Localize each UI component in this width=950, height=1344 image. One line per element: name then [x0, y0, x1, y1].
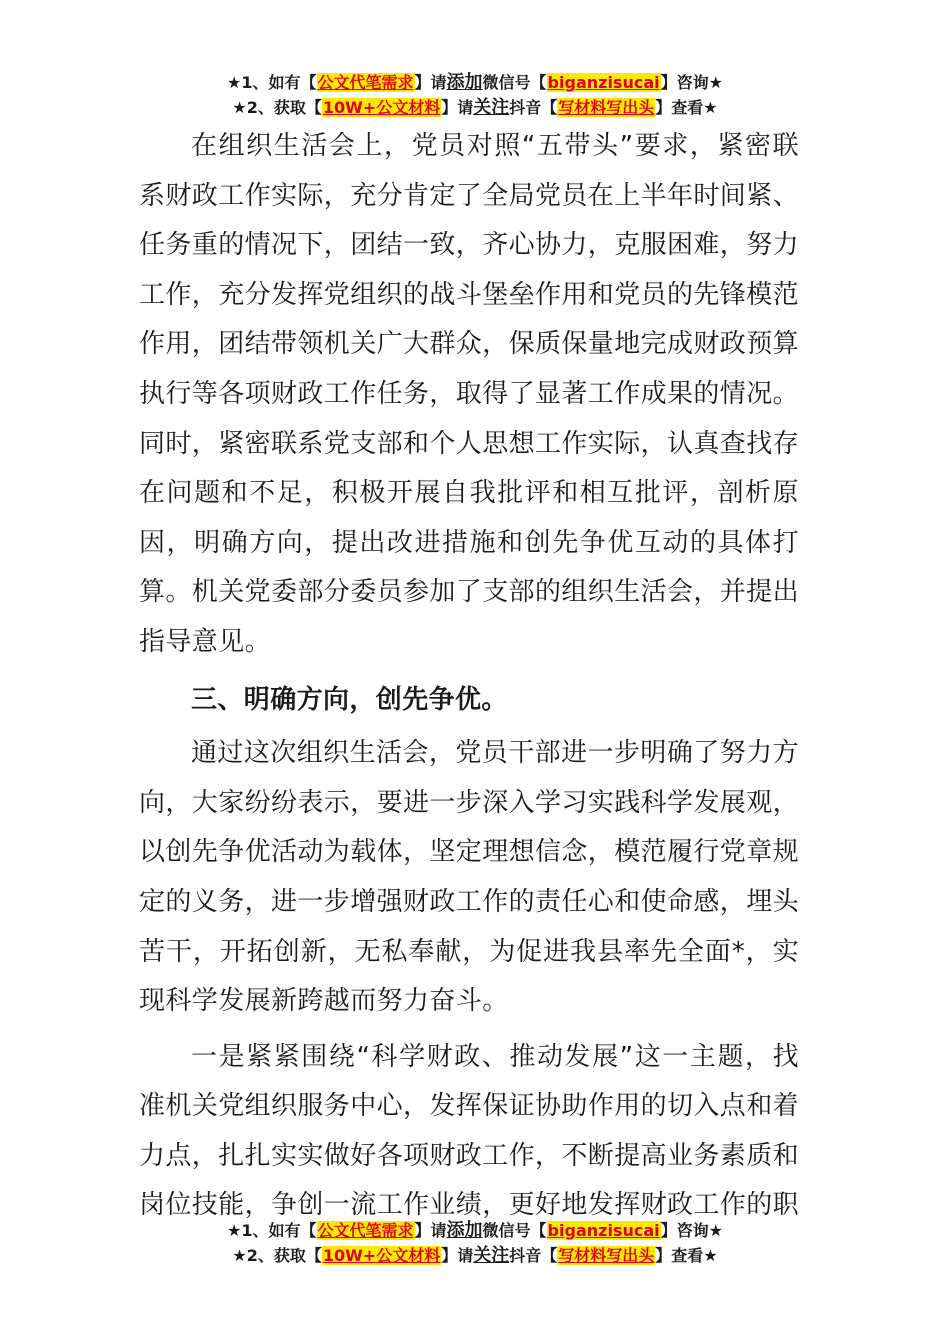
banner-text: ★2、获取【: [232, 1246, 322, 1265]
banner-text: 】请: [414, 1221, 447, 1240]
banner-text: 】查看★: [655, 98, 718, 117]
document-body: [139, 122, 799, 1231]
footer-banner: [0, 1218, 950, 1268]
banner-line-2: [0, 1243, 950, 1268]
paragraph: 通过这次组织生活会，党员干部进一步明确了努力方向，大家纷纷表示，要进一步深入学习实践科学发展观，以创先争优活动为载体，坚定理想信念，模范履行党章规定的义务，进一步增强财政工作的责任心和使命感，埋头苦干，开拓创新，无私奉献，为促进我县率先全面*，实现科学发展新跨越而努力奋斗。: [139, 738, 800, 1017]
banner-text: 】查看★: [655, 1246, 718, 1265]
banner-wechat-id: biganzisucai: [547, 1221, 660, 1240]
banner-text: 】请: [414, 73, 447, 92]
banner-text: 】咨询★: [660, 1221, 723, 1240]
banner-line-1: [0, 70, 950, 95]
banner-text: 】请: [441, 98, 474, 117]
banner-text: 】咨询★: [660, 73, 723, 92]
banner-text: ★2、获取【: [232, 98, 322, 117]
banner-text: 微信号【: [482, 1221, 547, 1240]
paragraph: 一是紧紧围绕“科学财政、推动发展”这一主题，找准机关党组织服务中心，发挥保证协助作用的切入点和着力点，扎扎实实做好各项财政工作，不断提高业务素质和岗位技能，争创一流工作业绩，更好地发挥财政工作的职: [139, 1041, 800, 1221]
banner-text: 】请: [441, 1246, 474, 1265]
banner-emphasis: 添加: [446, 1220, 483, 1241]
banner-text: ★1、如有【: [227, 1221, 317, 1240]
banner-line-1: [0, 1218, 950, 1243]
banner-emphasis: 关注: [473, 97, 510, 118]
banner-text: 抖音【: [509, 1246, 558, 1265]
banner-emphasis: 添加: [446, 72, 483, 93]
paragraph: 在组织生活会上，党员对照“五带头”要求，紧密联系财政工作实际，充分肯定了全局党员在上半年时间紧、任务重的情况下，团结一致，齐心协力，克服困难，努力工作，充分发挥党组织的战斗堡垒作用和党员的先锋模范作用，团结带领机关广大群众，保质保量地完成财政预算执行等各项财政工作任务，取得了显著工作成果的情况。: [139, 131, 800, 409]
banner-highlight: 10W+公文材料: [322, 1246, 441, 1265]
banner-text: ★1、如有【: [227, 73, 317, 92]
section-heading: 三、明确方向，创先争优。: [191, 684, 508, 715]
banner-highlight: 写材料写出头: [558, 98, 655, 117]
banner-highlight: 写材料写出头: [558, 1246, 655, 1265]
banner-highlight: 公文代笔需求: [317, 1221, 414, 1240]
paragraph: 同时，紧密联系党支部和个人思想工作实际，认真查找存在问题和不足，积极开展自我批评和相互批评，剖析原因，明确方向，提出改进措施和创先争优互动的具体打算。机关党委部分委员参加了支部的组织生活会，并提出指导意见。: [139, 428, 800, 657]
banner-line-2: [0, 95, 950, 120]
banner-emphasis: 关注: [473, 1245, 510, 1266]
banner-text: 抖音【: [509, 98, 558, 117]
banner-wechat-id: biganzisucai: [547, 73, 660, 92]
banner-text: 微信号【: [482, 73, 547, 92]
header-banner: [0, 70, 950, 120]
banner-highlight: 10W+公文材料: [322, 98, 441, 117]
banner-highlight: 公文代笔需求: [317, 73, 414, 92]
